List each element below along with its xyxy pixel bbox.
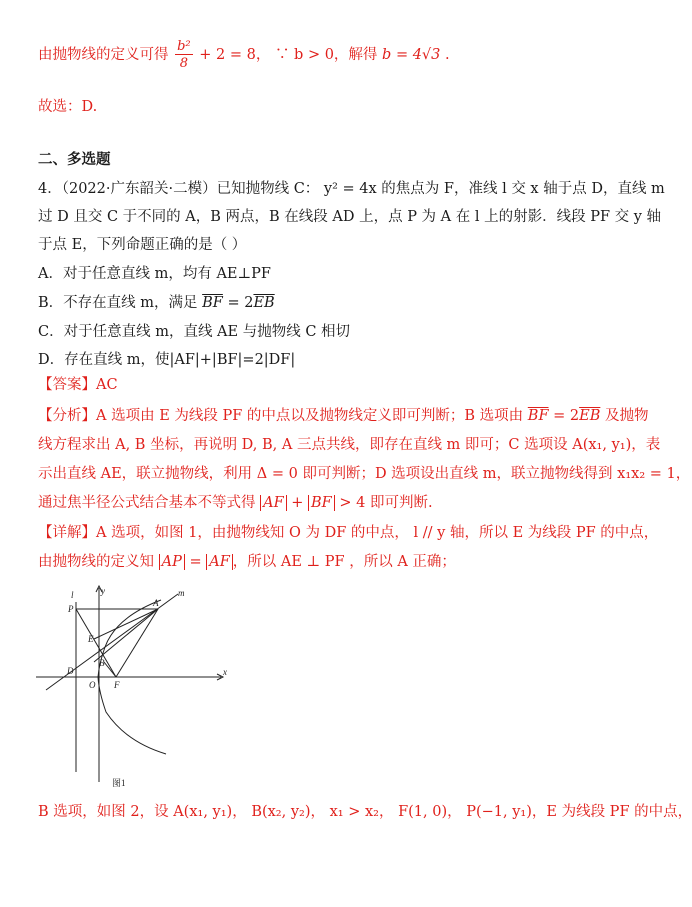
label-x: x: [223, 667, 227, 677]
label-d: D: [67, 666, 74, 676]
fraction: $\frac{\text{b²}}{8}$: [177, 39, 191, 71]
detail-line-2: 由抛物线的定义知 AP = AF ，所以 AE ⊥ PF ，所以 A 正确；: [38, 554, 456, 570]
top-line-1: 由抛物线的定义可得 $\frac{\text{b²}}{8}$ + 2 = 8， ∵ b > 0，解得 b = 4√3 .: [38, 39, 450, 71]
option-a: A．对于任意直线 m，均有 AE⊥PF: [38, 266, 271, 282]
top-answer: 故选：D.: [38, 99, 98, 115]
analysis-line-4: 通过焦半径公式结合基本不等式得 AF + BF > 4 即可判断.: [38, 495, 433, 511]
detail-line-1: 【详解】A 选项，如图 1，由抛物线知 O 为 DF 的中点， l // y 轴，所以 E 为线段 PF 的中点，: [38, 525, 659, 541]
answer-line: 【答案】AC: [38, 377, 118, 393]
option-c: C．对于任意直线 m，直线 AE 与抛物线 C 相切: [38, 324, 351, 340]
label-p: P: [68, 604, 74, 614]
label-f: F: [114, 680, 120, 690]
line-m: [46, 594, 178, 690]
segment-bf: [104, 662, 116, 677]
label-l: l: [71, 590, 74, 600]
question-line-2: 过 D 且交 C 于不同的 A，B 两点，B 在线段 AD 上，点 P 为 A 在 l 上的射影．线段 PF 交 y 轴: [38, 209, 662, 225]
analysis-line-3: 示出直线 AE，联立抛物线，利用 Δ = 0 即可判断；D 选项设出直线 m，联立抛物线得到 x₁x₂ = 1，: [38, 466, 691, 482]
option-b: B．不存在直线 m，满足 $\overline{BF} = 2\overline{EB}$: [38, 295, 275, 311]
question-line-3: 于点 E，下列命题正确的是（ ）: [38, 237, 247, 253]
label-b: B: [99, 658, 105, 668]
bottom-line-1: B 选项，如图 2，设 A(x₁, y₁)， B(x₂, y₂)， x₁ > x₂， F(1, 0)， P(−1, y₁)，E 为线段 PF 的中点，: [38, 804, 692, 820]
section-title: 二、多选题: [38, 151, 111, 168]
label-o: O: [89, 680, 96, 690]
label-y: y: [101, 586, 105, 596]
label-a: A: [153, 598, 159, 608]
segment-ab: [94, 609, 158, 662]
label-m: m: [178, 588, 185, 598]
option-d: D．存在直线 m，使|AF|+|BF|=2|DF|: [38, 352, 296, 368]
figure-caption: 图1: [112, 778, 126, 788]
question-line-1: 4．（2022·广东韶关·二模）已知抛物线 C： y² = 4x 的焦点为 F，准线 l 交 x 轴于点 D，直线 m: [38, 181, 665, 197]
label-e: E: [88, 634, 94, 644]
figure-1: [36, 582, 236, 792]
analysis-line-1: 【分析】A 选项由 E 为线段 PF 的中点以及抛物线定义即可判断；B 选项由 $\overline{BF} = 2\overline{EB}$ 及抛物: [38, 408, 649, 424]
analysis-line-2: 线方程求出 A, B 坐标，再说明 D, B, A 三点共线，即存在直线 m 即可；C 选项设 A(x₁, y₁)，表: [38, 437, 661, 453]
